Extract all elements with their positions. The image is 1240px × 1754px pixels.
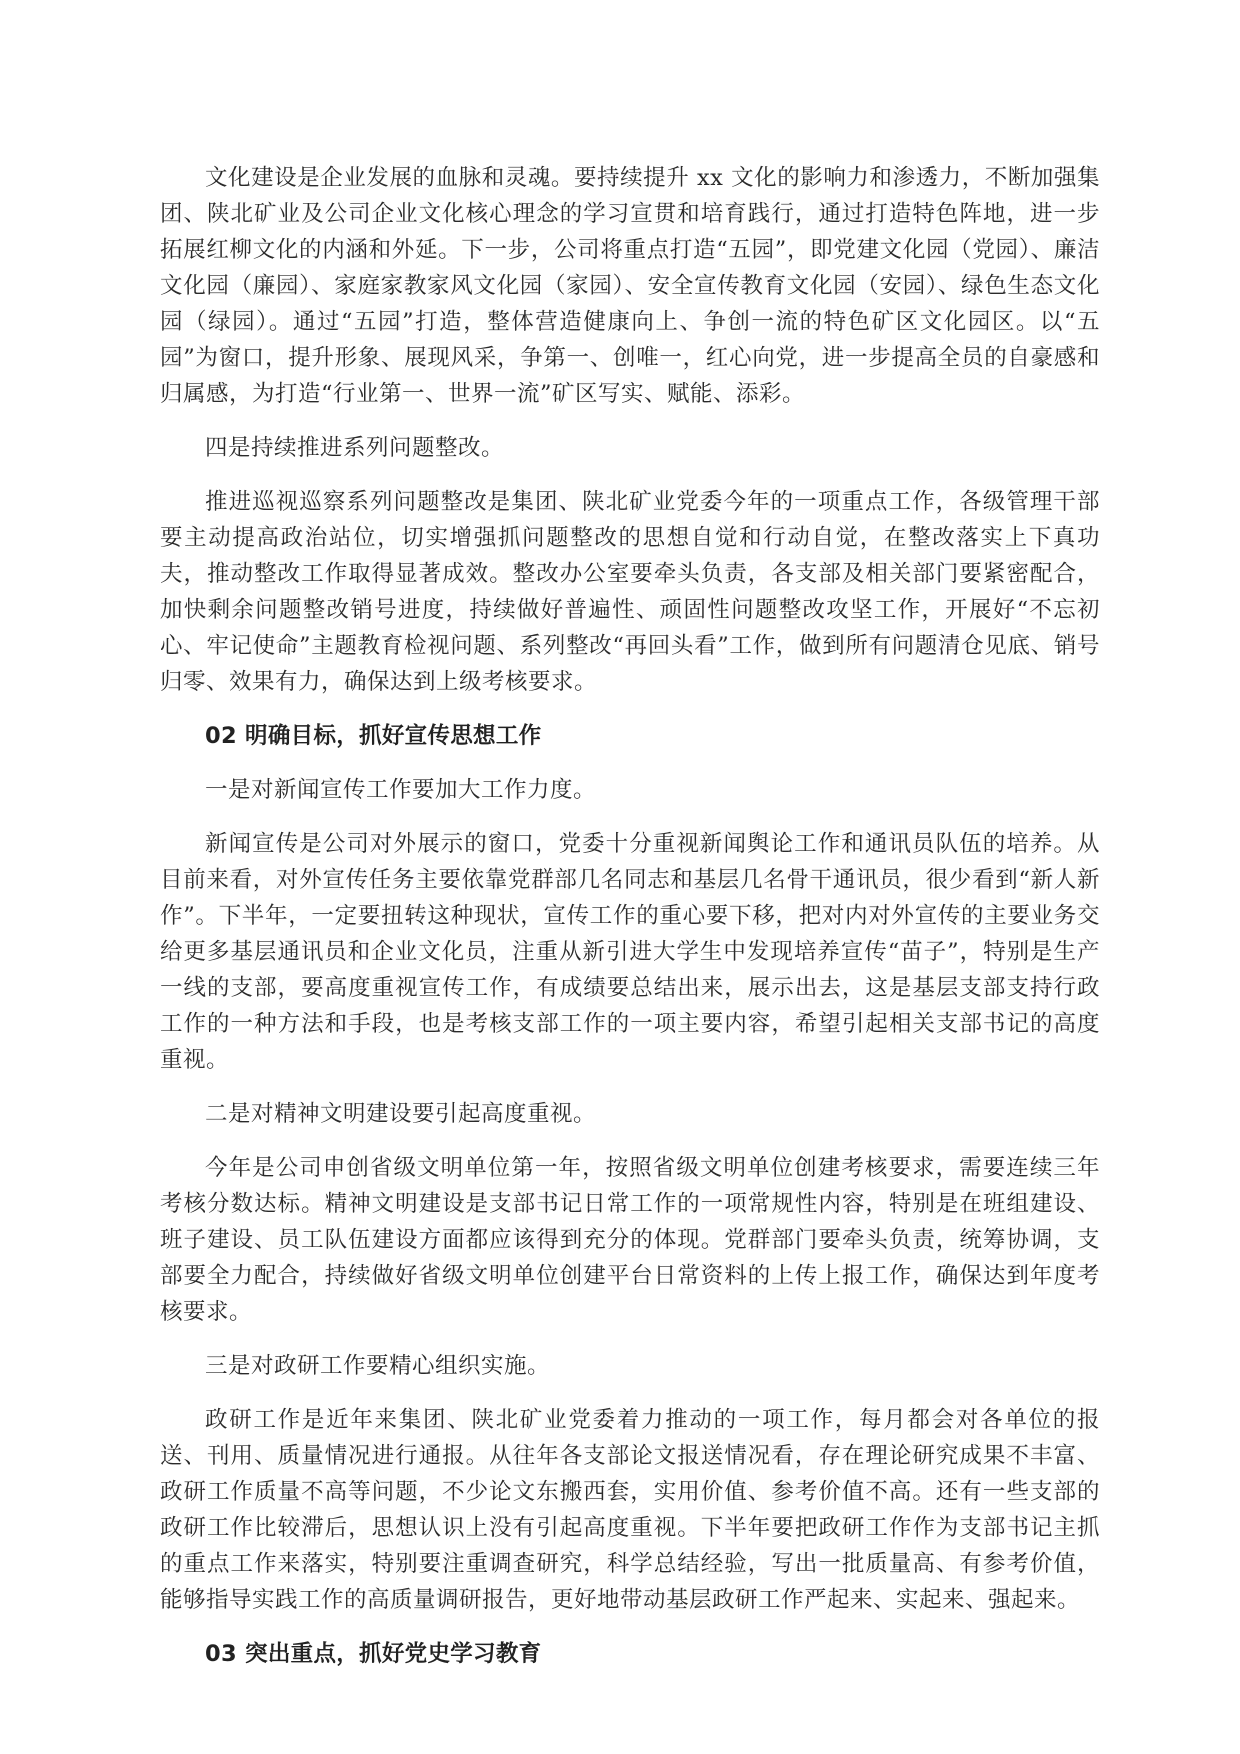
- section-heading-03: 03 突出重点，抓好党史学习教育: [205, 1641, 542, 1667]
- paragraph-rectification: 推进巡视巡察系列问题整改是集团、陕北矿业党委今年的一项重点工作，各级管理干部要主动提高政治站位，切实增强抓问题整改的思想自觉和行动自觉，在整改落实上下真功夫，推动整改工作取得显著成效。整改办公室要牵头负责，各支部及相关部门要紧密配合，加快剩余问题整改销号进度，持续做好普遍性、顽固性问题整改攻坚工作，开展好“不忘初心、牢记使命”主题教育检视问题、系列整改“再回头看”工作，做到所有问题清仓见底、销号归零、效果有力，确保达到上级考核要求。: [160, 489, 1100, 695]
- paragraph-policy-research: 政研工作是近年来集团、陕北矿业党委着力推动的一项工作，每月都会对各单位的报送、刊用、质量情况进行通报。从往年各支部论文报送情况看，存在理论研究成果不丰富、政研工作质量不高等问题，不少论文东搬西套，实用价值、参考价值不高。还有一些支部的政研工作比较滞后，思想认识上没有引起高度重视。下半年要把政研工作作为支部书记主抓的重点工作来落实，特别要注重调查研究，科学总结经验，写出一批质量高、有参考价值，能够指导实践工作的高质量调研报告，更好地带动基层政研工作严起来、实起来、强起来。: [160, 1407, 1100, 1613]
- paragraph-culture-building: 文化建设是企业发展的血脉和灵魂。要持续提升 xx 文化的影响力和渗透力，不断加强集团、陕北矿业及公司企业文化核心理念的学习宣贯和培育践行，通过打造特色阵地，进一步拓展红柳文化的内涵和外延。下一步，公司将重点打造“五园”，即党建文化园（党园）、廉洁文化园（廉园）、家庭家教家风文化园（家园）、安全宣传教育文化园（安园）、绿色生态文化园（绿园）。通过“五园”打造，整体营造健康向上、争创一流的特色矿区文化园区。以“五园”为窗口，提升形象、展现风采，争第一、创唯一，红心向党，进一步提高全员的自豪感和归属感，为打造“行业第一、世界一流”矿区写实、赋能、添彩。: [160, 165, 1100, 407]
- paragraph-item-four-title: 四是持续推进系列问题整改。: [205, 435, 505, 461]
- paragraph-civilization: 今年是公司申创省级文明单位第一年，按照省级文明单位创建考核要求，需要连续三年考核分数达标。精神文明建设是支部书记日常工作的一项常规性内容，特别是在班组建设、班子建设、员工队伍建设方面都应该得到充分的体现。党群部门要牵头负责，统筹协调，支部要全力配合，持续做好省级文明单位创建平台日常资料的上传上报工作，确保达到年度考核要求。: [160, 1155, 1100, 1325]
- paragraph-item-two-title: 二是对精神文明建设要引起高度重视。: [205, 1101, 597, 1127]
- document-page: [160, 160, 1100, 1690]
- section-heading-02: 02 明确目标，抓好宣传思想工作: [205, 723, 542, 749]
- paragraph-item-three-title: 三是对政研工作要精心组织实施。: [205, 1353, 551, 1379]
- paragraph-item-one-title: 一是对新闻宣传工作要加大工作力度。: [205, 777, 597, 803]
- paragraph-news-publicity: 新闻宣传是公司对外展示的窗口，党委十分重视新闻舆论工作和通讯员队伍的培养。从目前来看，对外宣传任务主要依靠党群部几名同志和基层几名骨干通讯员，很少看到“新人新作”。下半年，一定要扭转这种现状，宣传工作的重心要下移，把对内对外宣传的主要业务交给更多基层通讯员和企业文化员，注重从新引进大学生中发现培养宣传“苗子”，特别是生产一线的支部，要高度重视宣传工作，有成绩要总结出来，展示出去，这是基层支部支持行政工作的一种方法和手段，也是考核支部工作的一项主要内容，希望引起相关支部书记的高度重视。: [160, 831, 1100, 1073]
